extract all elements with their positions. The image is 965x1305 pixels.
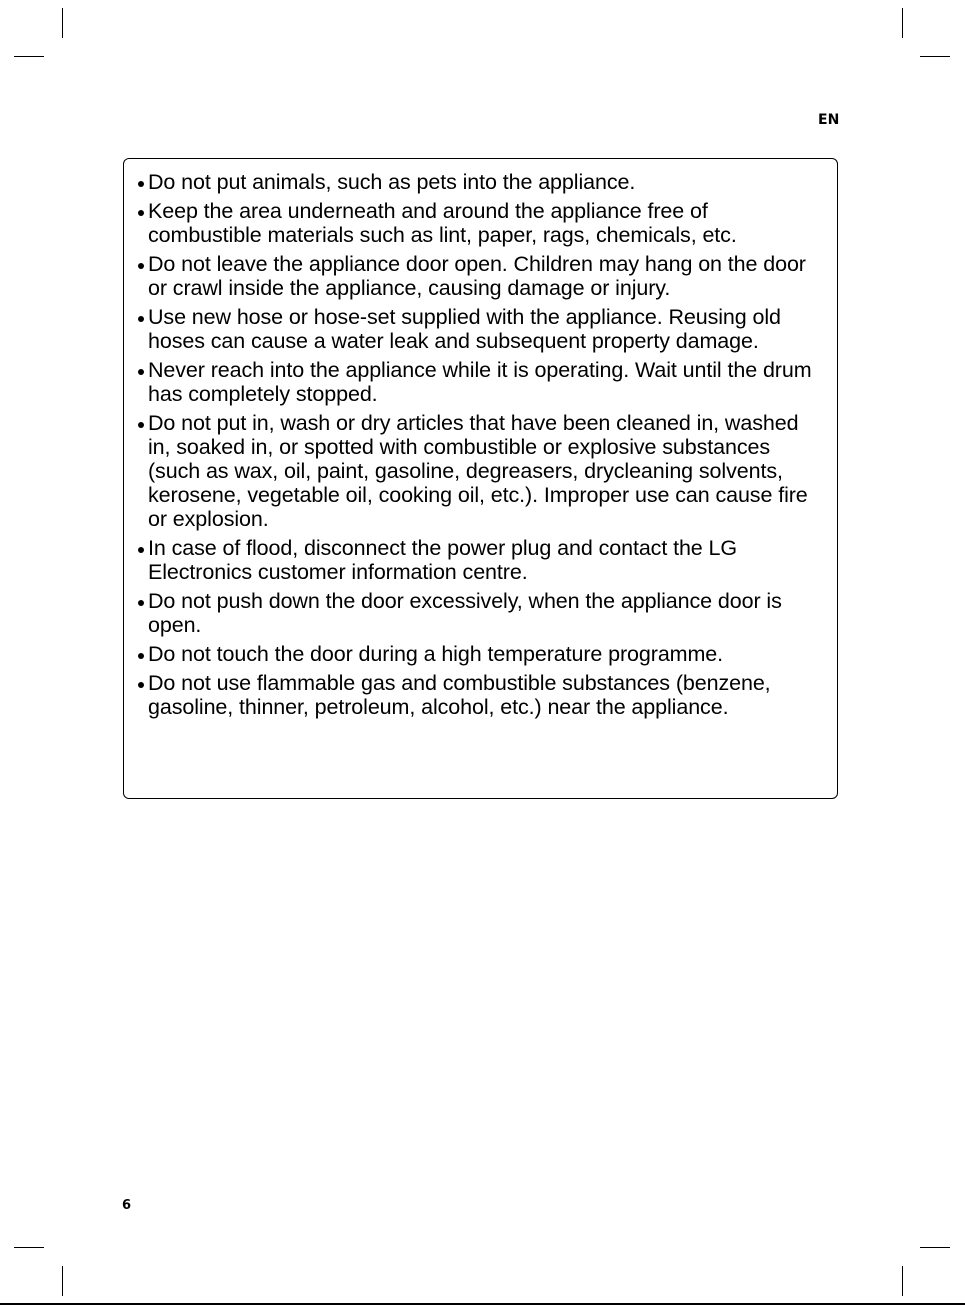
- bullet-icon: [136, 305, 148, 353]
- list-item: [136, 536, 819, 584]
- list-item: [136, 199, 819, 247]
- bullet-icon: [136, 170, 148, 194]
- bullet-icon: [136, 199, 148, 247]
- list-item: [136, 252, 819, 300]
- list-item: [136, 589, 819, 637]
- list-item-text: Use new hose or hose-set supplied with the appliance. Reusing old hoses can cause a water leak and subsequent property damage.: [148, 305, 781, 353]
- list-item-text: Do not leave the appliance door open. Children may hang on the door or crawl inside the appliance, causing damage or injury.: [148, 252, 806, 300]
- bullet-icon: [136, 411, 148, 531]
- crop-mark-bottom-right-vertical: [902, 1266, 903, 1296]
- list-item: [136, 305, 819, 353]
- list-item-text: Do not touch the door during a high temperature programme.: [148, 642, 724, 666]
- list-item-text: Do not use flammable gas and combustible substances (benzene, gasoline, thinner, petroleum, alcohol, etc.) near the appliance.: [148, 671, 771, 719]
- list-item-text: Never reach into the appliance while it is operating. Wait until the drum has completely stopped.: [148, 358, 812, 406]
- list-item-text: Do not put animals, such as pets into the appliance.: [148, 170, 636, 194]
- crop-mark-bottom-left-horizontal: [14, 1247, 44, 1248]
- bullet-icon: [136, 536, 148, 584]
- bullet-icon: [136, 589, 148, 637]
- list-item: [136, 170, 819, 194]
- safety-instructions-box: [123, 158, 838, 799]
- list-item: [136, 642, 819, 666]
- list-item: [136, 358, 819, 406]
- list-item-text: Do not put in, wash or dry articles that have been cleaned in, washed in, soaked in, or spotted with combustible or explosive substances (such as wax, oil, paint, gasoline, degreasers, drycleaning solvents, kerosene, vegetable oil, cooking oil, etc.). Improper use can cause fire or explosion.: [148, 411, 808, 531]
- crop-mark-top-right-horizontal: [920, 56, 950, 57]
- crop-mark-top-left-horizontal: [14, 56, 44, 57]
- bullet-icon: [136, 358, 148, 406]
- list-item: [136, 411, 819, 531]
- list-item: [136, 671, 819, 719]
- list-item-text: In case of flood, disconnect the power plug and contact the LG Electronics customer information centre.: [148, 536, 738, 584]
- safety-list: [136, 170, 819, 719]
- crop-mark-bottom-left-vertical: [62, 1266, 63, 1296]
- bullet-icon: [136, 642, 148, 666]
- bullet-icon: [136, 671, 148, 719]
- list-item-text: Keep the area underneath and around the appliance free of combustible materials such as lint, paper, rags, chemicals, etc.: [148, 199, 737, 247]
- crop-mark-top-left-vertical: [62, 8, 63, 38]
- language-label: EN: [818, 112, 840, 128]
- crop-mark-top-right-vertical: [902, 8, 903, 38]
- crop-mark-bottom-right-horizontal: [920, 1247, 950, 1248]
- list-item-text: Do not push down the door excessively, when the appliance door is open.: [148, 589, 782, 637]
- bullet-icon: [136, 252, 148, 300]
- page-number: 6: [122, 1198, 132, 1213]
